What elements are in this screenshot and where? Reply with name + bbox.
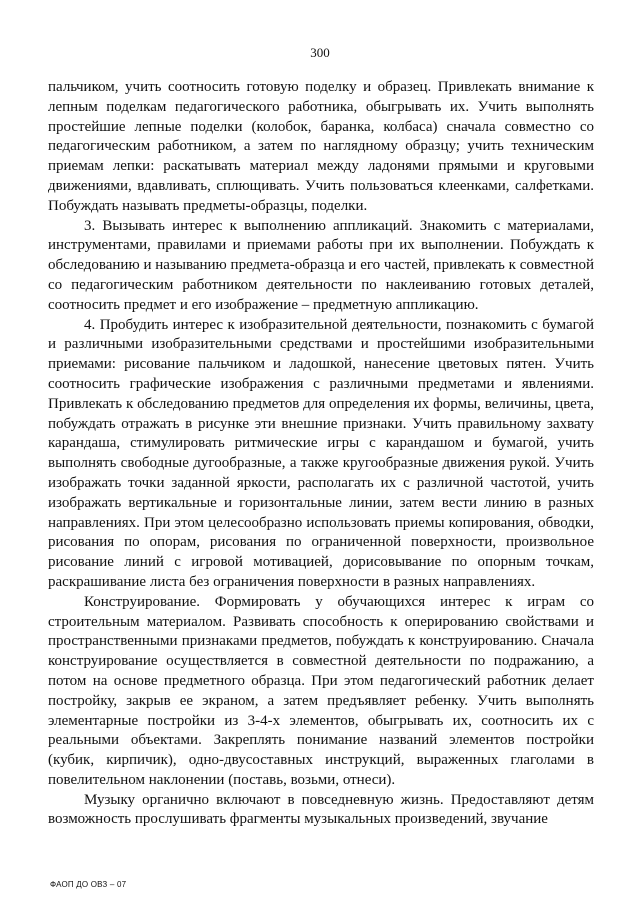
- footer-code: ФАОП ДО ОВЗ – 07: [50, 880, 127, 889]
- paragraph-construction: Конструирование. Формировать у обучающихся интерес к играм со строительным материалом. Развивать способность к оперированию свойствами и пространственными признаками предметов, побуждать к конструированию. Сначала конструирование осуществляется в совместной деятельности по подражанию, а потом на основе предметного образца. При этом педагогический работник делает постройку, закрыв ее экраном, а затем предъявляет ребенку. Учить выполнять элементарные постройки из 3-4-х элементов, обыгрывать их, соотносить их с реальными объектами. Закреплять понимание названий элементов постройки (кубик, кирпичик), одно-двусоставных инструкций, выраженных глаголами в повелительном наклонении (поставь, возьми, отнеси).: [48, 593, 594, 788]
- paragraph-music: Музыку органично включают в повседневную жизнь. Предоставляют детям возможность прослушивать фрагменты музыкальных произведений, звучание: [48, 791, 594, 828]
- paragraph-drawing: 4. Пробудить интерес к изобразительной деятельности, познакомить с бумагой и различными изобразительными средствами и простейшими изобразительными приемами: рисование пальчиком и ладошкой, нанесение цветовых пятен. Учить соотносить графические изображения с различными предметами и явлениями. Привлекать к обследованию предметов для определения их формы, величины, цвета, побуждать отражать в рисунке эти внешние признаки. Учить правильному захвату карандаша, стимулировать ритмические игры с карандашом и бумагой, учить выполнять свободные дугообразные, а также кругообразные движения рукой. Учить изображать точки заданной яркости, располагать их с различной частотой, учить изображать вертикальные и горизонтальные линии, затем вести линию в разных направлениях. При этом целесообразно использовать приемы копирования, обводки, рисования по опорам, рисования по ограниченной поверхности, произвольное рисование линий с игровой мотивацией, дорисовывание по опорным точкам, раскрашивание листа без ограничения поверхности в разных направлениях.: [48, 316, 594, 590]
- paragraph-applique: 3. Вызывать интерес к выполнению аппликаций. Знакомить с материалами, инструментами, правилами и приемами работы при их выполнении. Побуждать к обследованию и называнию предмета-образца и его частей, привлекать к совместной со педагогическим работником деятельности по наклеиванию готовых деталей, соотносить предмет и его изображение – предметную аппликацию.: [48, 217, 594, 313]
- page-number: 300: [310, 45, 330, 60]
- paragraph-continuation: пальчиком, учить соотносить готовую поделку и образец. Привлекать внимание к лепным поделкам педагогического работника, обыгрывать их. Учить выполнять простейшие лепные поделки (колобок, баранка, колбаса) сначала совместно со педагогическим работником, а затем по наглядному образцу; учить техническим приемам лепки: раскатывать материал между ладонями прямыми и круговыми движениями, вдавливать, сплющивать. Учить пользоваться клеенками, салфетками. Побуждать называть предметы-образцы, поделки.: [48, 79, 594, 214]
- document-body: [48, 78, 594, 830]
